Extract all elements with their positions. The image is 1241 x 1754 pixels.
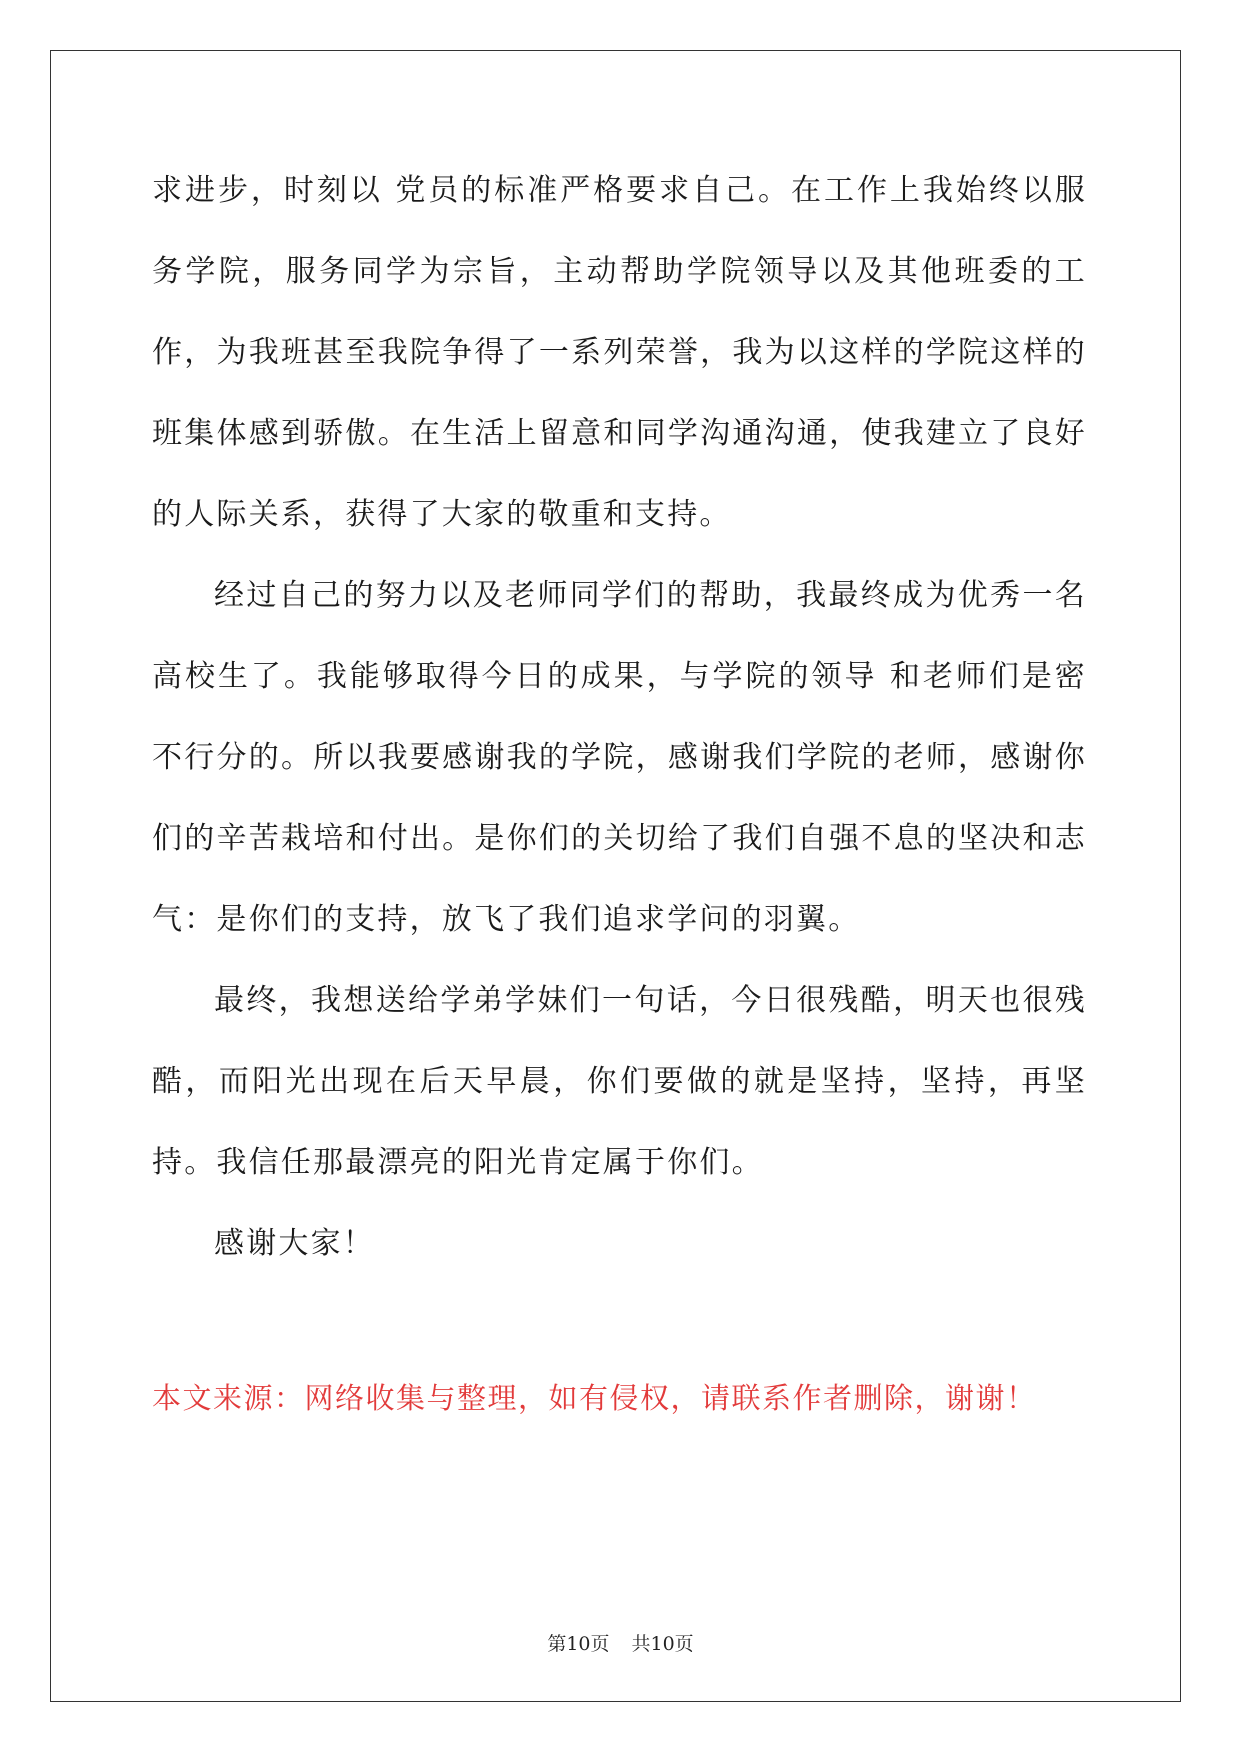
current-page-number: 第10页: [547, 1633, 610, 1655]
paragraph-1: 求进步，时刻以 党员的标准严格要求自己。在工作上我始终以服务学院，服务同学为宗旨，主动帮助学院领导以及其他班委的工作，为我班甚至我院争得了一系列荣誉，我为以这样的学院这样的班集体感到骄傲。在生活上留意和同学沟通沟通，使我建立了良好的人际关系，获得了大家的敬重和支持。: [152, 173, 1087, 532]
page-footer: [0, 1631, 1241, 1657]
source-note: 本文来源：网络收集与整理，如有侵权，请联系作者删除，谢谢！: [152, 1381, 1037, 1415]
total-pages: 共10页: [631, 1633, 694, 1655]
paragraph-4: 感谢大家！: [214, 1226, 375, 1261]
document-body: [152, 150, 1087, 1284]
paragraph-2: 经过自己的努力以及老师同学们的帮助，我最终成为优秀一名高校生了。我能够取得今日的成果，与学院的领导 和老师们是密不行分的。所以我要感谢我的学院，感谢我们学院的老师，感谢你们的辛苦栽培和付出。是你们的关切给了我们自强不息的坚决和志气：是你们的支持，放飞了我们追求学问的羽翼。: [152, 578, 1087, 937]
paragraph-3: 最终，我想送给学弟学妹们一句话，今日很残酷，明天也很残酷，而阳光出现在后天早晨，你们要做的就是坚持，坚持，再坚持。我信任那最漂亮的阳光肯定属于你们。: [152, 983, 1087, 1180]
